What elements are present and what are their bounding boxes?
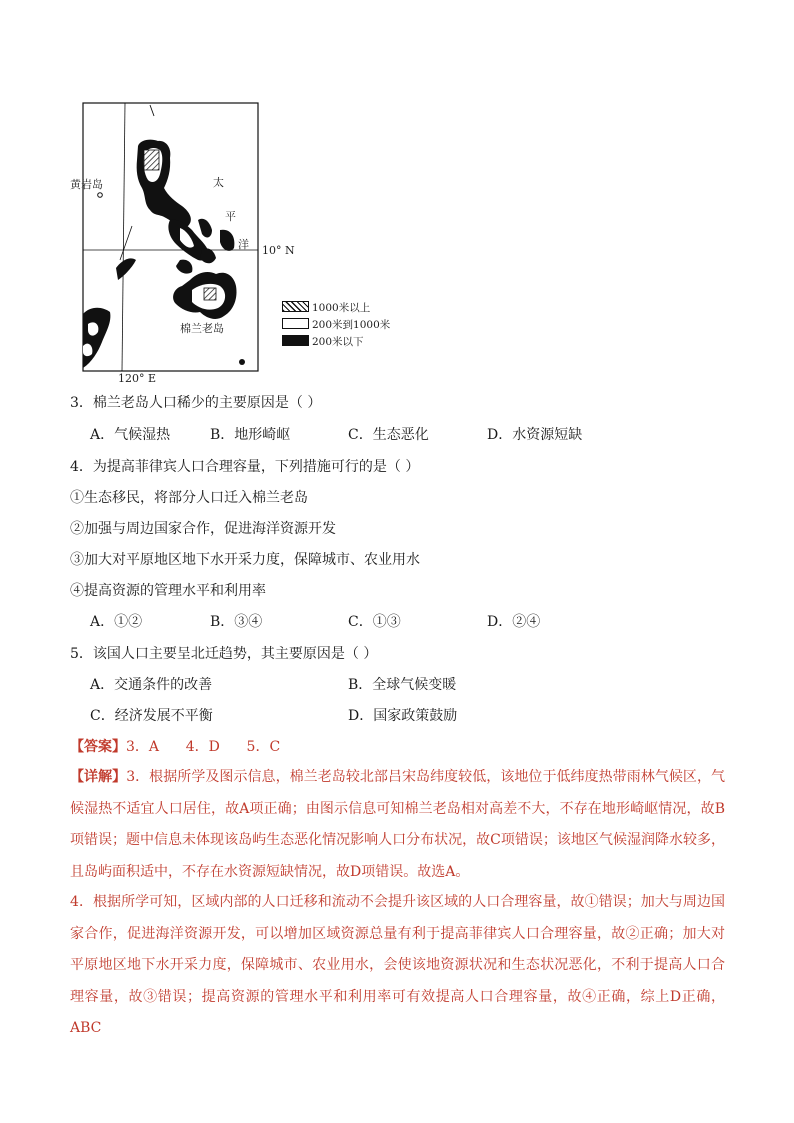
q4-item-3: ③加大对平原地区地下水开采力度，保障城市、农业用水	[70, 552, 420, 568]
question-4-stem: 4．为提高菲律宾人口合理容量，下列措施可行的是（ ）	[70, 459, 420, 475]
q3-option-c[interactable]: C．生态恶化	[348, 427, 429, 443]
mindanao-highland	[204, 288, 216, 300]
q5-option-b[interactable]: B．全球气候变暖	[348, 677, 457, 693]
q4-option-d[interactable]: D．②④	[487, 614, 541, 630]
legend-hatch-swatch	[282, 301, 309, 312]
legend-label: 200米以下	[312, 336, 364, 348]
label-tai: 太	[213, 176, 224, 189]
question-3-stem: 3．棉兰老岛人口稀少的主要原因是（ ）	[70, 395, 322, 411]
detail-text-3: 3．根据所学及图示信息，棉兰老岛较北部吕宋岛纬度较低，该地位于低纬度热带雨林气候区，气候湿热不适宜人口居住，故A项正确；由图示信息可知棉兰老岛相对高差不大，不存在地形崎岖情况，故B项错误；题中信息未体现该岛屿生态恶化情况影响人口分布状况，故C项错误；该地区气候湿润降水较多，且岛屿面积适中，不存在水资源短缺情况，故D项错误。故选A。	[70, 769, 726, 880]
label-yang: 洋	[238, 238, 249, 251]
detail-paragraph-4	[70, 887, 725, 1045]
detail-paragraph-3	[70, 762, 725, 888]
q5-option-d[interactable]: D．国家政策鼓励	[348, 708, 458, 724]
q4-item-4: ④提高资源的管理水平和利用率	[70, 583, 266, 599]
question-5-stem: 5．该国人口主要呈北迁趋势，其主要原因是（ ）	[70, 646, 378, 662]
label-120e: 120° E	[118, 372, 157, 385]
philippines-map	[70, 100, 410, 390]
label-10n: 10° N	[262, 244, 295, 257]
q4-item-2: ②加强与周边国家合作，促进海洋资源开发	[70, 521, 336, 537]
legend-black-swatch	[282, 335, 309, 346]
luzon-highland	[144, 150, 159, 170]
q5-option-a[interactable]: A．交通条件的改善	[90, 677, 213, 693]
detail-label: 【详解】	[70, 769, 127, 785]
q3-option-b[interactable]: B．地形崎岖	[210, 427, 291, 443]
answer-text: 3．A 4．D 5．C	[126, 739, 281, 755]
label-ping: 平	[225, 210, 236, 223]
q4-item-1: ①生态移民，将部分人口迁入棉兰老岛	[70, 490, 308, 506]
legend-white-swatch	[282, 318, 309, 329]
legend-label: 200米到1000米	[312, 319, 391, 331]
q4-option-a[interactable]: A．①②	[90, 614, 143, 630]
q3-option-d[interactable]: D．水资源短缺	[487, 427, 583, 443]
label-huangyan-island: 黄岩岛	[70, 178, 103, 191]
q4-option-b[interactable]: B．③④	[210, 614, 263, 630]
q4-option-c[interactable]: C．①③	[348, 614, 401, 630]
q3-option-a[interactable]: A．气候湿热	[90, 427, 171, 443]
legend-label: 1000米以上	[312, 302, 371, 314]
q5-option-c[interactable]: C．经济发展不平衡	[90, 708, 213, 724]
detail-text-4: 4．根据所学可知，区域内部的人口迁移和流动不会提升该区域的人口合理容量，故①错误；加大与周边国家合作，促进海洋资源开发，可以增加区域资源总量有利于提高菲律宾人口合理容量，故②正确；加大对平原地区地下水开采力度，保障城市、农业用水，会使该地资源状况和生态状况恶化，不利于提高人口合理容量，故③错误；提高资源的管理水平和利用率可有效提高人口合理容量，故④正确，综上D正确，ABC	[70, 894, 725, 1036]
answer-line	[70, 736, 280, 756]
label-mindanao: 棉兰老岛	[180, 322, 224, 335]
answer-label: 【答案】	[70, 739, 126, 755]
